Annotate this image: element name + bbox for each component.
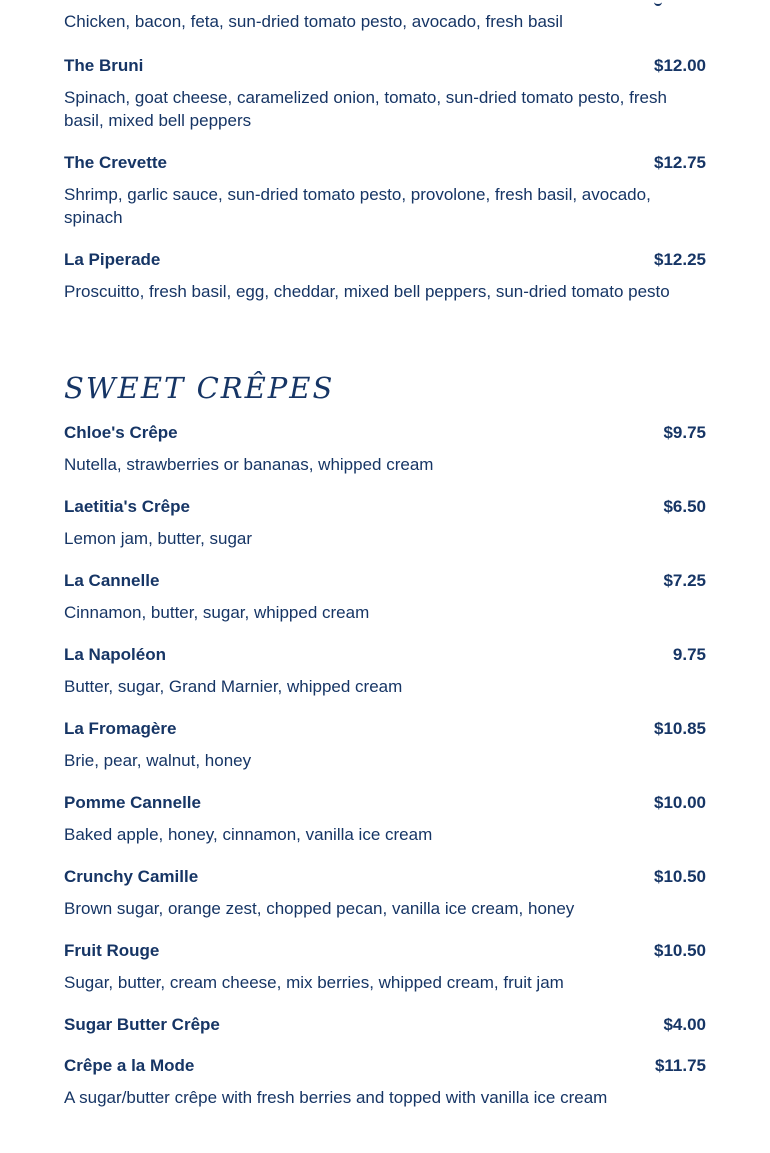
menu-item-name: La Cannelle — [64, 571, 160, 590]
cut-off-price-fragment — [654, 0, 662, 6]
menu-item-description: Sugar, butter, cream cheese, mix berries, whipped cream, fruit jam — [64, 973, 564, 992]
menu-item-price: $12.25 — [654, 250, 706, 269]
menu-item-price: $10.85 — [654, 719, 706, 738]
menu-item-description: Chicken, bacon, feta, sun-dried tomato pesto, avocado, fresh basil — [64, 12, 563, 31]
menu-item — [64, 422, 706, 476]
menu-item-name: La Piperade — [64, 250, 161, 269]
menu-item-price: $12.00 — [654, 56, 706, 75]
menu-item-price: $10.00 — [654, 793, 706, 812]
menu-item-price: $12.75 — [654, 153, 706, 172]
menu-item-name: Laetitia's Crêpe — [64, 497, 190, 516]
menu-item-name: Sugar Butter Crêpe — [64, 1015, 220, 1034]
menu-item-price: $10.50 — [654, 867, 706, 886]
section-title-sweet-crepes: SWEET CRÊPES — [64, 371, 335, 405]
menu-item — [64, 152, 706, 229]
menu-item — [64, 1055, 706, 1109]
menu-item-description: Lemon jam, butter, sugar — [64, 529, 253, 548]
menu-item-price: $7.25 — [663, 571, 706, 590]
menu-item-description: Baked apple, honey, cinnamon, vanilla ice cream — [64, 825, 433, 844]
menu-item-name: Crêpe a la Mode — [64, 1056, 195, 1075]
menu-item-description: Butter, sugar, Grand Marnier, whipped cream — [64, 677, 403, 696]
menu-item-price: 9.75 — [672, 645, 706, 664]
menu-item — [64, 496, 706, 550]
menu-item-name: La Napoléon — [64, 645, 167, 664]
menu-item — [64, 940, 706, 994]
menu-item-partial — [64, 11, 706, 33]
menu-item-name: Chloe's Crêpe — [64, 423, 178, 442]
menu-item — [64, 866, 706, 920]
menu-item-description: Brown sugar, orange zest, chopped pecan, vanilla ice cream, honey — [64, 899, 575, 918]
menu-item — [64, 570, 706, 624]
menu-item-name: Crunchy Camille — [64, 867, 199, 886]
menu-item-name: The Bruni — [64, 56, 144, 75]
menu-item — [64, 249, 706, 303]
menu-item-price: $4.00 — [663, 1015, 706, 1034]
menu-item-name: Fruit Rouge — [64, 941, 160, 960]
menu-item-name: La Fromagère — [64, 719, 177, 738]
menu-item-name: The Crevette — [64, 153, 167, 172]
menu-item — [64, 718, 706, 772]
menu-item-price: $6.50 — [663, 497, 706, 516]
menu-item-description: Spinach, goat cheese, caramelized onion, tomato, sun-dried tomato pesto, fresh basil, mixed bell peppers — [64, 88, 667, 130]
menu-item-description: Cinnamon, butter, sugar, whipped cream — [64, 603, 370, 622]
menu-item-name: Pomme Cannelle — [64, 793, 201, 812]
menu-item-price: $9.75 — [663, 423, 706, 442]
menu-item-description: Nutella, strawberries or bananas, whipped cream — [64, 455, 434, 474]
menu-item-description: A sugar/butter crêpe with fresh berries and topped with vanilla ice cream — [64, 1088, 608, 1107]
menu-item — [64, 1014, 706, 1036]
menu-item-description: Proscuitto, fresh basil, egg, cheddar, mixed bell peppers, sun-dried tomato pesto — [64, 282, 670, 301]
menu-item-price: $11.75 — [654, 1056, 706, 1075]
menu-item-description: Shrimp, garlic sauce, sun-dried tomato pesto, provolone, fresh basil, avocado, spinach — [64, 185, 651, 227]
menu-item — [64, 55, 706, 132]
menu-item-description: Brie, pear, walnut, honey — [64, 751, 252, 770]
menu-item-price: $10.50 — [654, 941, 706, 960]
menu-item — [64, 644, 706, 698]
menu-item — [64, 792, 706, 846]
